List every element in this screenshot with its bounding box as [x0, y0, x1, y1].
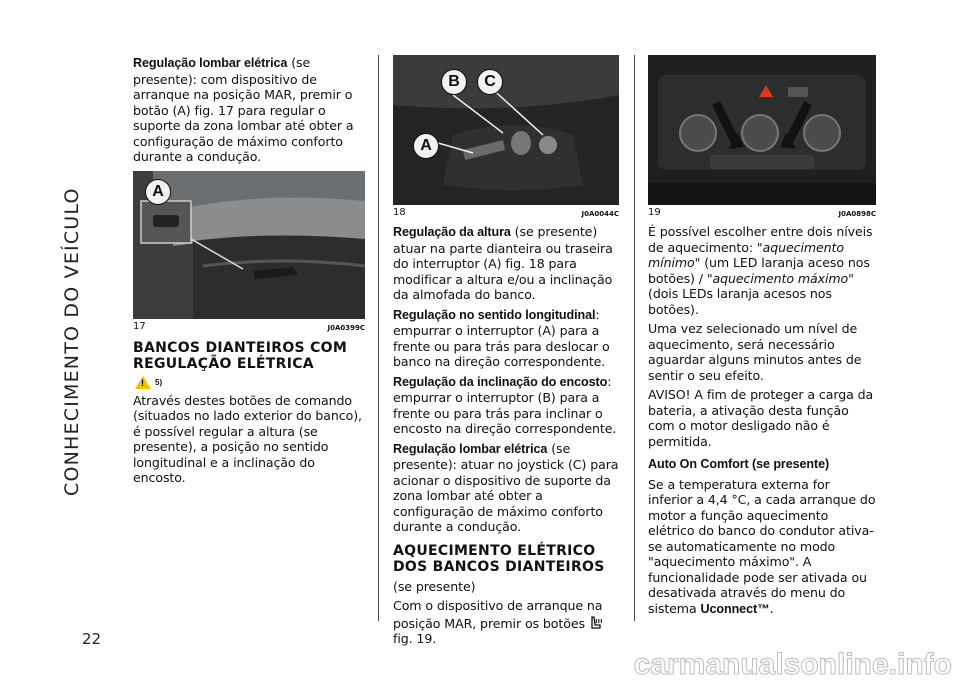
notice-paragraph: AVISO! A fim de proteger a carga da bateria, a ativação desta função com o motor desligado não é permitida.	[648, 387, 874, 449]
longitudinal-paragraph	[393, 307, 619, 370]
term: Regulação lombar elétrica	[133, 56, 288, 70]
figure-number: 18	[393, 207, 406, 218]
wait-paragraph: Uma vez selecionado um nível de aquecimento, será necessário aguardar alguns minutos antes de sentir o seu efeito.	[648, 321, 862, 383]
text: : empurrar o interruptor (B) para a frente ou para trás para inclinar o encosto na direção correspondente.	[393, 373, 617, 436]
figure-ref: fig. 19.	[393, 631, 437, 646]
warning-icon	[135, 376, 151, 389]
lumbar-paragraph	[133, 55, 365, 165]
term: Regulação da altura	[393, 225, 511, 239]
term: Regulação lombar elétrica	[393, 441, 548, 456]
section-title: CONHECIMENTO DO VEÍCULO	[61, 187, 83, 496]
figure-number: 17	[133, 320, 146, 332]
text: : empurrar o interruptor (A) para a frente ou para trás para deslocar o banco na direção correspondente.	[393, 306, 610, 369]
height-paragraph	[393, 224, 619, 303]
note: (se presente)	[393, 578, 476, 594]
figure-code: J0A0399C	[327, 323, 365, 332]
figure-code: J0A0898C	[838, 210, 876, 218]
warning-reference	[135, 376, 365, 389]
figure-17	[133, 171, 365, 319]
callout-b: B	[441, 69, 467, 95]
text: .	[769, 600, 774, 616]
column-1	[133, 55, 365, 490]
lumbar-paragraph	[393, 441, 619, 535]
term: Regulação da inclinação do encosto	[393, 374, 608, 389]
section-heading: BANCOS DIANTEIROS COM REGULAÇÃO ELÉTRICA	[133, 339, 348, 372]
callout-a: A	[145, 179, 171, 205]
text: (se presente): atuar no joystick (C) para acionar o dispositivo de suporte da zona lombar até obter a configuração de máximo conforto durante a condução.	[393, 440, 619, 534]
column-divider	[634, 55, 635, 621]
column-2	[393, 55, 619, 651]
watermark-text: carmanualsonline.info	[633, 648, 952, 680]
figure-caption	[648, 207, 876, 218]
figure-18	[393, 55, 619, 205]
text: " (dois LEDs laranja acesos nos botões).	[648, 270, 854, 317]
callout-a: A	[413, 133, 439, 159]
figure-19	[648, 55, 876, 205]
dashboard-controls-image	[648, 55, 876, 205]
body-paragraph	[393, 598, 619, 647]
emphasis: aquecimento mínimo	[648, 239, 844, 270]
column-divider	[378, 55, 379, 621]
emphasis: aquecimento máximo	[712, 270, 849, 286]
column-3	[648, 55, 876, 621]
figure-caption	[133, 321, 365, 332]
text: (se presente) atuar na parte dianteira ou traseira do interruptor (A) fig. 18 para modificar a altura e/ou a inclinação da almofada do banco.	[393, 224, 613, 302]
figure-code: J0A0044C	[581, 210, 619, 218]
page-number: 22	[82, 630, 102, 648]
backrest-paragraph	[393, 374, 619, 437]
figure-caption	[393, 207, 619, 218]
section-heading: AQUECIMENTO ELÉTRICO DOS BANCOS DIANTEIROS	[393, 542, 605, 575]
text: " (um LED laranja aceso nos botões) / "	[648, 255, 870, 286]
text: (se presente): com dispositivo de arranque na posição MAR, premir o botão (A) fig. 17 para regular o suporte da zona lombar até obter a configuração de máximo conforto durante a condução.	[133, 55, 354, 164]
auto-on-paragraph	[648, 477, 876, 618]
text: Com o dispositivo de arranque na posição MAR, premir os botões	[393, 598, 603, 631]
term: Regulação no sentido longitudinal	[393, 307, 596, 322]
callout-c: C	[477, 69, 503, 95]
subheading: Auto On Comfort (se presente)	[648, 457, 830, 471]
seat-heater-icon	[589, 614, 603, 630]
seat-controls-image	[393, 55, 619, 205]
levels-paragraph	[648, 224, 876, 317]
body-paragraph: Através destes botões de comando (situados no lado exterior do banco), é possível regular a altura (se presente), a posição no sentido longitudinal e a inclinação do encosto.	[133, 392, 362, 485]
text: É possível escolher entre dois níveis de aquecimento: "	[648, 224, 873, 255]
figure-number: 19	[648, 207, 661, 218]
warning-ref-number: 5)	[155, 377, 163, 387]
watermark	[590, 646, 954, 680]
brand-name: Uconnect™	[700, 601, 770, 616]
text: Se a temperatura externa for inferior a 4,4 °C, a cada arranque do motor a função aquecimento elétrico do banco do condutor ativa-se automaticamente no modo "aquecimento máximo". A funcionalidade pode ser ativada ou desativada através do menu do sistema	[648, 476, 876, 616]
